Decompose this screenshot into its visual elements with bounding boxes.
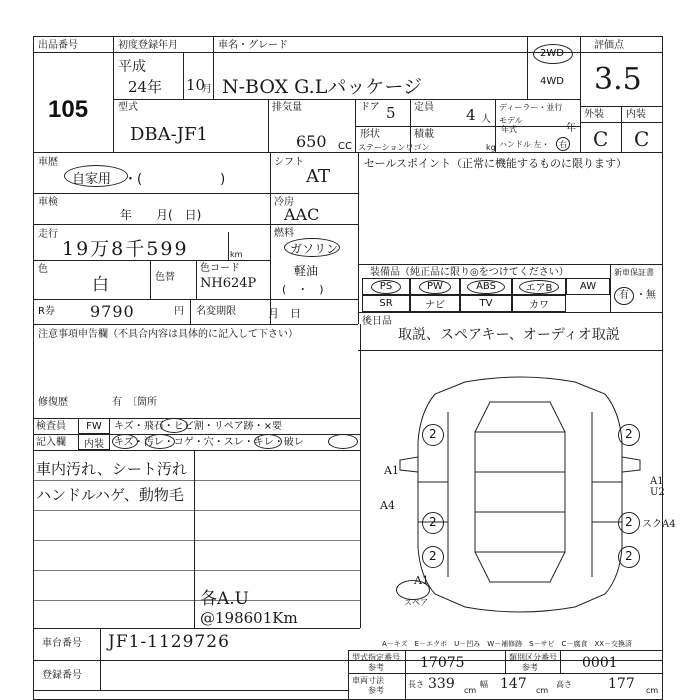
shift-label: シフト <box>274 157 304 168</box>
equip-ps: PS <box>362 278 410 295</box>
grade-value: 3.5 <box>594 62 642 97</box>
category-value: 0001 <box>582 655 618 671</box>
designation-label: 型式指定番号 <box>352 653 400 662</box>
fuel-diesel: 軽油 <box>294 264 319 278</box>
color-change-label: 色替 <box>155 272 175 283</box>
damage-legend: A－キズ E－エクボ U－凹み W－補修跡 S－サビ C－腐食 XX－交換済 <box>382 640 633 648</box>
month-value: 10 <box>186 76 206 94</box>
ac-value: AAC <box>284 205 320 224</box>
interior-label: 内装 <box>626 109 646 120</box>
height-value: 177 <box>608 676 635 692</box>
equip-ps-circle <box>371 280 401 294</box>
worn-circle <box>254 434 282 449</box>
after-value: 取説、スペアキー、オーディオ取説 <box>398 327 620 343</box>
interior-box: 内装 <box>78 434 110 450</box>
damage-right-2: U2 <box>650 487 665 498</box>
mark-5: 2 <box>429 549 437 563</box>
fuel-gasoline: ガソリン <box>290 242 339 256</box>
model-name-value: N-BOX G.Lパッケージ <box>222 76 422 98</box>
mark-3: 2 <box>429 515 437 529</box>
notes-line-2: ハンドルハゲ、動物毛 <box>36 486 184 504</box>
handle-label: ハンドル 左・ <box>499 140 550 149</box>
dealer-label: ディーラー・並行 <box>499 103 563 112</box>
writer-label: 記入欄 <box>36 437 66 448</box>
inspection-value: 年 月( 日) <box>120 208 202 222</box>
after-label: 後日品 <box>362 316 392 327</box>
first-reg-label: 初度登録年月 <box>118 40 178 51</box>
notes-line-4: @198601Km <box>200 609 298 627</box>
dims-sub: 参考 <box>368 686 384 695</box>
inspector-label: 検査員 <box>36 421 66 432</box>
fuel-other: ( ・ ) <box>282 283 324 296</box>
drive-2wd: 2WD <box>540 48 564 59</box>
equip-pw: PW <box>410 278 460 295</box>
chassis-value: JF1-1129726 <box>108 632 230 652</box>
equip-pw-circle <box>419 280 451 294</box>
checks-exterior: キズ・飛石・ヒビ割・リペア跡・×要 <box>114 421 282 432</box>
color-code-value: NH624P <box>200 276 257 291</box>
mileage-value: 19万8千599 <box>62 238 189 260</box>
damage-left-1: A1 <box>384 464 399 477</box>
displacement-label: 排気量 <box>272 102 302 113</box>
mileage-label: 走行 <box>38 229 58 240</box>
fuel-label: 燃料 <box>274 228 294 239</box>
model-year-label: 年式 <box>501 125 517 134</box>
fw-box: FW <box>78 418 110 434</box>
shift-value: AT <box>306 166 331 187</box>
warranty-yes: 有 <box>619 290 629 301</box>
scratch-circle <box>112 434 138 449</box>
cc-unit: CC <box>338 141 352 152</box>
equip-airbag: エアB <box>512 278 566 295</box>
lot-number: 105 <box>48 96 89 123</box>
damage-left-3: A1 <box>414 574 429 587</box>
equip-navi: ナビ <box>410 295 460 312</box>
notes-line-3: 各A.U <box>200 589 250 609</box>
equip-airbag-circle <box>519 280 559 294</box>
exterior-label: 外装 <box>584 109 604 120</box>
color-label: 色 <box>38 264 48 275</box>
spare-circle <box>396 580 430 600</box>
length-label: 長さ <box>408 680 424 689</box>
sales-title: セールスポイント（正常に機能するものに限ります） <box>364 157 628 170</box>
name-change-label: 名変期限 <box>196 306 236 317</box>
equip-aw: AW <box>566 278 610 295</box>
era-value: 平成 <box>118 59 146 75</box>
doors-label: ドア <box>360 102 380 113</box>
notes-title: 注意事項申告欄（不具合内容は具体的に記入して下さい） <box>38 329 298 340</box>
model-year-suffix: モデル <box>499 116 523 125</box>
reg-label: 登録番号 <box>42 670 82 681</box>
equip-tv: TV <box>460 295 512 312</box>
warranty-no: ・無 <box>636 290 656 301</box>
lot-label: 出品番号 <box>38 40 78 51</box>
repair-label: 修復歴 <box>38 397 68 408</box>
recycle-label: R券 <box>38 306 55 317</box>
spare-label: スペア <box>404 598 428 607</box>
mark-1: 2 <box>429 427 437 441</box>
month-suffix: 月 <box>202 84 212 95</box>
width-value: 147 <box>500 676 527 692</box>
kg-unit: kg <box>486 143 496 152</box>
equipment-title: 装備品（純正品に限り◎をつけてください） <box>370 267 569 278</box>
equip-sr: SR <box>362 295 410 312</box>
recycle-value: 9790 <box>90 302 135 321</box>
damage-left-2: A4 <box>380 499 395 512</box>
type-value: DBA-JF1 <box>130 124 208 145</box>
load-label: 積載 <box>414 129 434 140</box>
year-char: 年 <box>566 123 576 134</box>
yen-unit: 円 <box>174 306 184 317</box>
designation-sub: 参考 <box>368 663 384 672</box>
km-unit: km <box>230 250 243 259</box>
dims-label: 車両寸法 <box>352 676 384 685</box>
displacement-value: 650 <box>296 132 327 151</box>
checks-interior: キズ・汚レ・コゲ・穴・スレ・キレ・破レ <box>114 437 304 448</box>
designation-value: 17075 <box>420 655 465 671</box>
doors-value: 5 <box>386 104 396 122</box>
category-label: 類別区分番号 <box>509 653 557 662</box>
mark-4: 2 <box>625 515 633 529</box>
ac-label: 冷房 <box>274 197 294 208</box>
history-rest: ・( ) <box>124 172 226 187</box>
type-label: 型式 <box>118 102 138 113</box>
drive-4wd: 4WD <box>540 76 564 87</box>
capacity-label: 定員 <box>414 102 434 113</box>
chip-circle <box>160 418 188 433</box>
warranty-label: 新車保証書 <box>614 268 654 277</box>
color-value: 白 <box>92 275 109 295</box>
length-cm: cm <box>464 686 477 695</box>
height-label: 高さ <box>556 680 572 689</box>
damage-right-3: スクA4 <box>642 519 676 530</box>
shape-label: 形状 <box>360 129 380 140</box>
year-value: 24年 <box>128 78 163 96</box>
torn-circle <box>328 434 358 449</box>
model-name-label: 車名・グレード <box>218 40 288 51</box>
name-change-value: 月 日 <box>268 307 301 320</box>
height-cm: cm <box>646 686 659 695</box>
color-code-label: 色コード <box>200 263 240 274</box>
inspection-label: 車検 <box>38 197 58 208</box>
width-label: 幅 <box>480 680 488 689</box>
width-cm: cm <box>536 686 549 695</box>
interior-value: C <box>634 127 650 151</box>
exterior-value: C <box>593 127 609 151</box>
capacity-unit: 人 <box>481 114 491 125</box>
handle-right: 右 <box>559 140 567 149</box>
notes-line-1: 車内汚れ、シート汚れ <box>36 460 187 478</box>
equip-abs-circle <box>467 280 505 294</box>
capacity-value: 4 <box>466 106 476 124</box>
mark-2: 2 <box>625 427 633 441</box>
equip-abs: ABS <box>460 278 512 295</box>
repair-value: 有 〔箇所 <box>112 397 157 408</box>
history-label: 車歴 <box>38 157 58 168</box>
mark-6: 2 <box>625 549 633 563</box>
history-value: 自家用 <box>72 172 112 187</box>
category-sub: 参考 <box>522 663 538 672</box>
chassis-label: 車台番号 <box>42 638 82 649</box>
length-value: 339 <box>428 676 455 692</box>
equip-leather: カワ <box>512 295 566 312</box>
grade-label: 評価点 <box>594 40 624 51</box>
stain-circle <box>145 434 175 449</box>
shape-value: ステーションワゴン <box>358 143 430 152</box>
damage-right-1: A1 <box>650 476 664 487</box>
